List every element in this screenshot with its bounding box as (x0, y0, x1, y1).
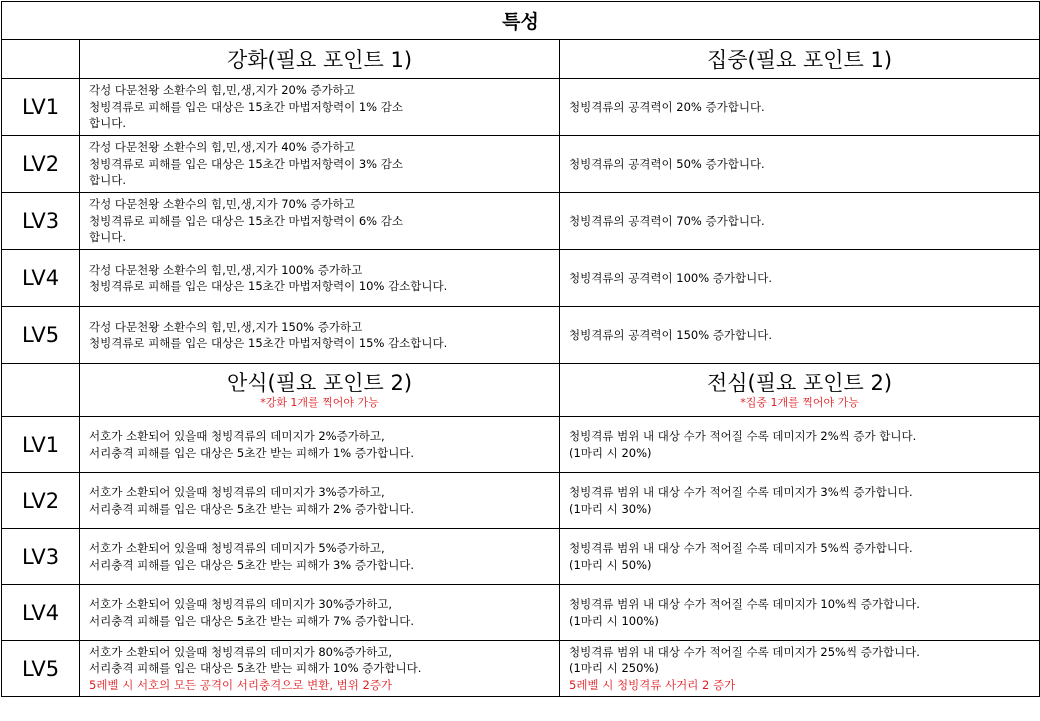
level-cell: LV2 (2, 473, 80, 529)
table-row (2, 641, 1040, 697)
table-row (2, 79, 1040, 136)
level-cell: LV3 (2, 529, 80, 585)
level5-note: 5레벨 시 서호의 모든 공격이 서리충격으로 변환, 범위 2증가 (89, 677, 393, 692)
level-cell: LV4 (2, 250, 80, 307)
rest-header (80, 364, 560, 417)
focus-header: 집중(필요 포인트 1) (560, 40, 1040, 79)
desc-line: 서리충격 피해를 입은 대상은 5초간 받는 피해가 2% 증가합니다. (89, 501, 415, 516)
desc-line: 각성 다문천왕 소환수의 힘,민,생,지가 150% 증가하고 (89, 319, 363, 334)
desc-line: 합니다. (89, 230, 126, 245)
desc-line: 청빙격류 범위 내 대상 수가 적어질 수록 데미지가 3%씩 증가합니다. (569, 485, 913, 499)
right-desc-cell (560, 307, 1040, 364)
desc-line: 각성 다문천왕 소환수의 힘,민,생,지가 70% 증가하고 (89, 197, 355, 212)
enhance-header: 강화(필요 포인트 1) (80, 40, 560, 79)
level-cell: LV4 (2, 585, 80, 641)
desc-line: 서리충격 피해를 입은 대상은 5초간 받는 피해가 1% 증가합니다. (89, 445, 415, 460)
table-row (2, 193, 1040, 250)
desc-line: 청빙격류의 공격력이 150% 증가합니다. (569, 327, 773, 342)
section1-body (2, 79, 1040, 364)
desc-line: 서호가 소환되어 있을때 청빙격류의 데미지가 2%증가하고, (89, 429, 385, 443)
devotion-header (560, 364, 1040, 417)
level-cell: LV1 (2, 417, 80, 473)
desc-line: 서리충격 피해를 입은 대상은 5초간 받는 피해가 3% 증가합니다. (89, 557, 415, 572)
devotion-header-title: 전심(필요 포인트 2) (706, 371, 893, 395)
left-desc-cell (80, 473, 560, 529)
right-desc-cell (560, 79, 1040, 136)
desc-line: 청빙격류의 공격력이 70% 증가합니다. (569, 213, 765, 228)
desc-line: 청빙격류로 피해를 입은 대상은 15초간 마법저항력이 3% 감소 (89, 156, 403, 171)
desc-line: 청빙격류로 피해를 입은 대상은 15초간 마법저항력이 6% 감소 (89, 213, 403, 228)
left-desc-cell (80, 250, 560, 307)
level-cell: LV3 (2, 193, 80, 250)
right-desc-cell (560, 193, 1040, 250)
desc-line: 서리충격 피해를 입은 대상은 5초간 받는 피해가 7% 증가합니다. (89, 613, 415, 628)
left-desc-cell (80, 585, 560, 641)
desc-line: 청빙격류로 피해를 입은 대상은 15초간 마법저항력이 15% 감소합니다. (89, 336, 448, 350)
table-row (2, 529, 1040, 585)
table-row (2, 136, 1040, 193)
desc-line: 서리충격 피해를 입은 대상은 5초간 받는 피해가 10% 증가합니다. (89, 661, 422, 676)
empty-header-cell (2, 40, 80, 79)
desc-line: (1마리 시 30%) (569, 501, 652, 516)
level5-note: 5레벨 시 청빙격류 사거리 2 증가 (569, 677, 736, 692)
desc-line: 청빙격류의 공격력이 100% 증가합니다. (569, 270, 773, 285)
right-desc-cell (560, 250, 1040, 307)
desc-line: (1마리 시 250%) (569, 661, 659, 676)
desc-line: 청빙격류 범위 내 대상 수가 적어질 수록 데미지가 25%씩 증가합니다. (569, 644, 920, 659)
devotion-header-note: *집중 1개를 찍어야 가능 (740, 396, 859, 409)
desc-line: (1마리 시 100%) (569, 613, 659, 628)
left-desc-cell (80, 529, 560, 585)
desc-line: 각성 다문천왕 소환수의 힘,민,생,지가 40% 증가하고 (89, 140, 355, 155)
desc-line: 청빙격류의 공격력이 20% 증가합니다. (569, 99, 765, 114)
desc-line: 합니다. (89, 173, 126, 188)
desc-line: (1마리 시 50%) (569, 557, 652, 572)
right-desc-cell (560, 529, 1040, 585)
right-desc-cell (560, 417, 1040, 473)
left-desc-cell (80, 307, 560, 364)
left-desc-cell (80, 136, 560, 193)
section2-body (2, 417, 1040, 697)
desc-line: 서호가 소환되어 있을때 청빙격류의 데미지가 30%증가하고, (89, 597, 392, 611)
table-title: 특성 (2, 2, 1040, 40)
level-cell: LV2 (2, 136, 80, 193)
right-desc-cell (560, 473, 1040, 529)
desc-line: 청빙격류로 피해를 입은 대상은 15초간 마법저항력이 1% 감소 (89, 99, 403, 114)
rest-header-note: *강화 1개를 찍어야 가능 (260, 396, 379, 409)
desc-line: 서호가 소환되어 있을때 청빙격류의 데미지가 80%증가하고, (89, 644, 392, 659)
right-desc-cell (560, 641, 1040, 697)
desc-line: 청빙격류 범위 내 대상 수가 적어질 수록 데미지가 5%씩 증가합니다. (569, 541, 913, 555)
right-desc-cell (560, 136, 1040, 193)
left-desc-cell (80, 641, 560, 697)
table-row (2, 585, 1040, 641)
level-cell: LV5 (2, 307, 80, 364)
table-row (2, 250, 1040, 307)
rest-header-title: 안식(필요 포인트 2) (226, 371, 413, 395)
left-desc-cell (80, 193, 560, 250)
left-desc-cell (80, 79, 560, 136)
table-row (2, 417, 1040, 473)
desc-line: 서호가 소환되어 있을때 청빙격류의 데미지가 5%증가하고, (89, 541, 385, 555)
right-desc-cell (560, 585, 1040, 641)
desc-line: 서호가 소환되어 있을때 청빙격류의 데미지가 3%증가하고, (89, 485, 385, 499)
desc-line: 청빙격류의 공격력이 50% 증가합니다. (569, 156, 765, 171)
desc-line: 청빙격류 범위 내 대상 수가 적어질 수록 데미지가 2%씩 증가 합니다. (569, 429, 917, 443)
desc-line: 각성 다문천왕 소환수의 힘,민,생,지가 20% 증가하고 (89, 83, 355, 98)
desc-line: 청빙격류로 피해를 입은 대상은 15초간 마법저항력이 10% 감소합니다. (89, 279, 448, 293)
left-desc-cell (80, 417, 560, 473)
desc-line: 청빙격류 범위 내 대상 수가 적어질 수록 데미지가 10%씩 증가합니다. (569, 597, 920, 611)
level-cell: LV1 (2, 79, 80, 136)
empty-header-cell (2, 364, 80, 417)
traits-table (1, 1, 1040, 697)
desc-line: 각성 다문천왕 소환수의 힘,민,생,지가 100% 증가하고 (89, 262, 363, 277)
level-cell: LV5 (2, 641, 80, 697)
desc-line: (1마리 시 20%) (569, 445, 652, 460)
desc-line: 합니다. (89, 116, 126, 131)
table-row (2, 307, 1040, 364)
table-row (2, 473, 1040, 529)
